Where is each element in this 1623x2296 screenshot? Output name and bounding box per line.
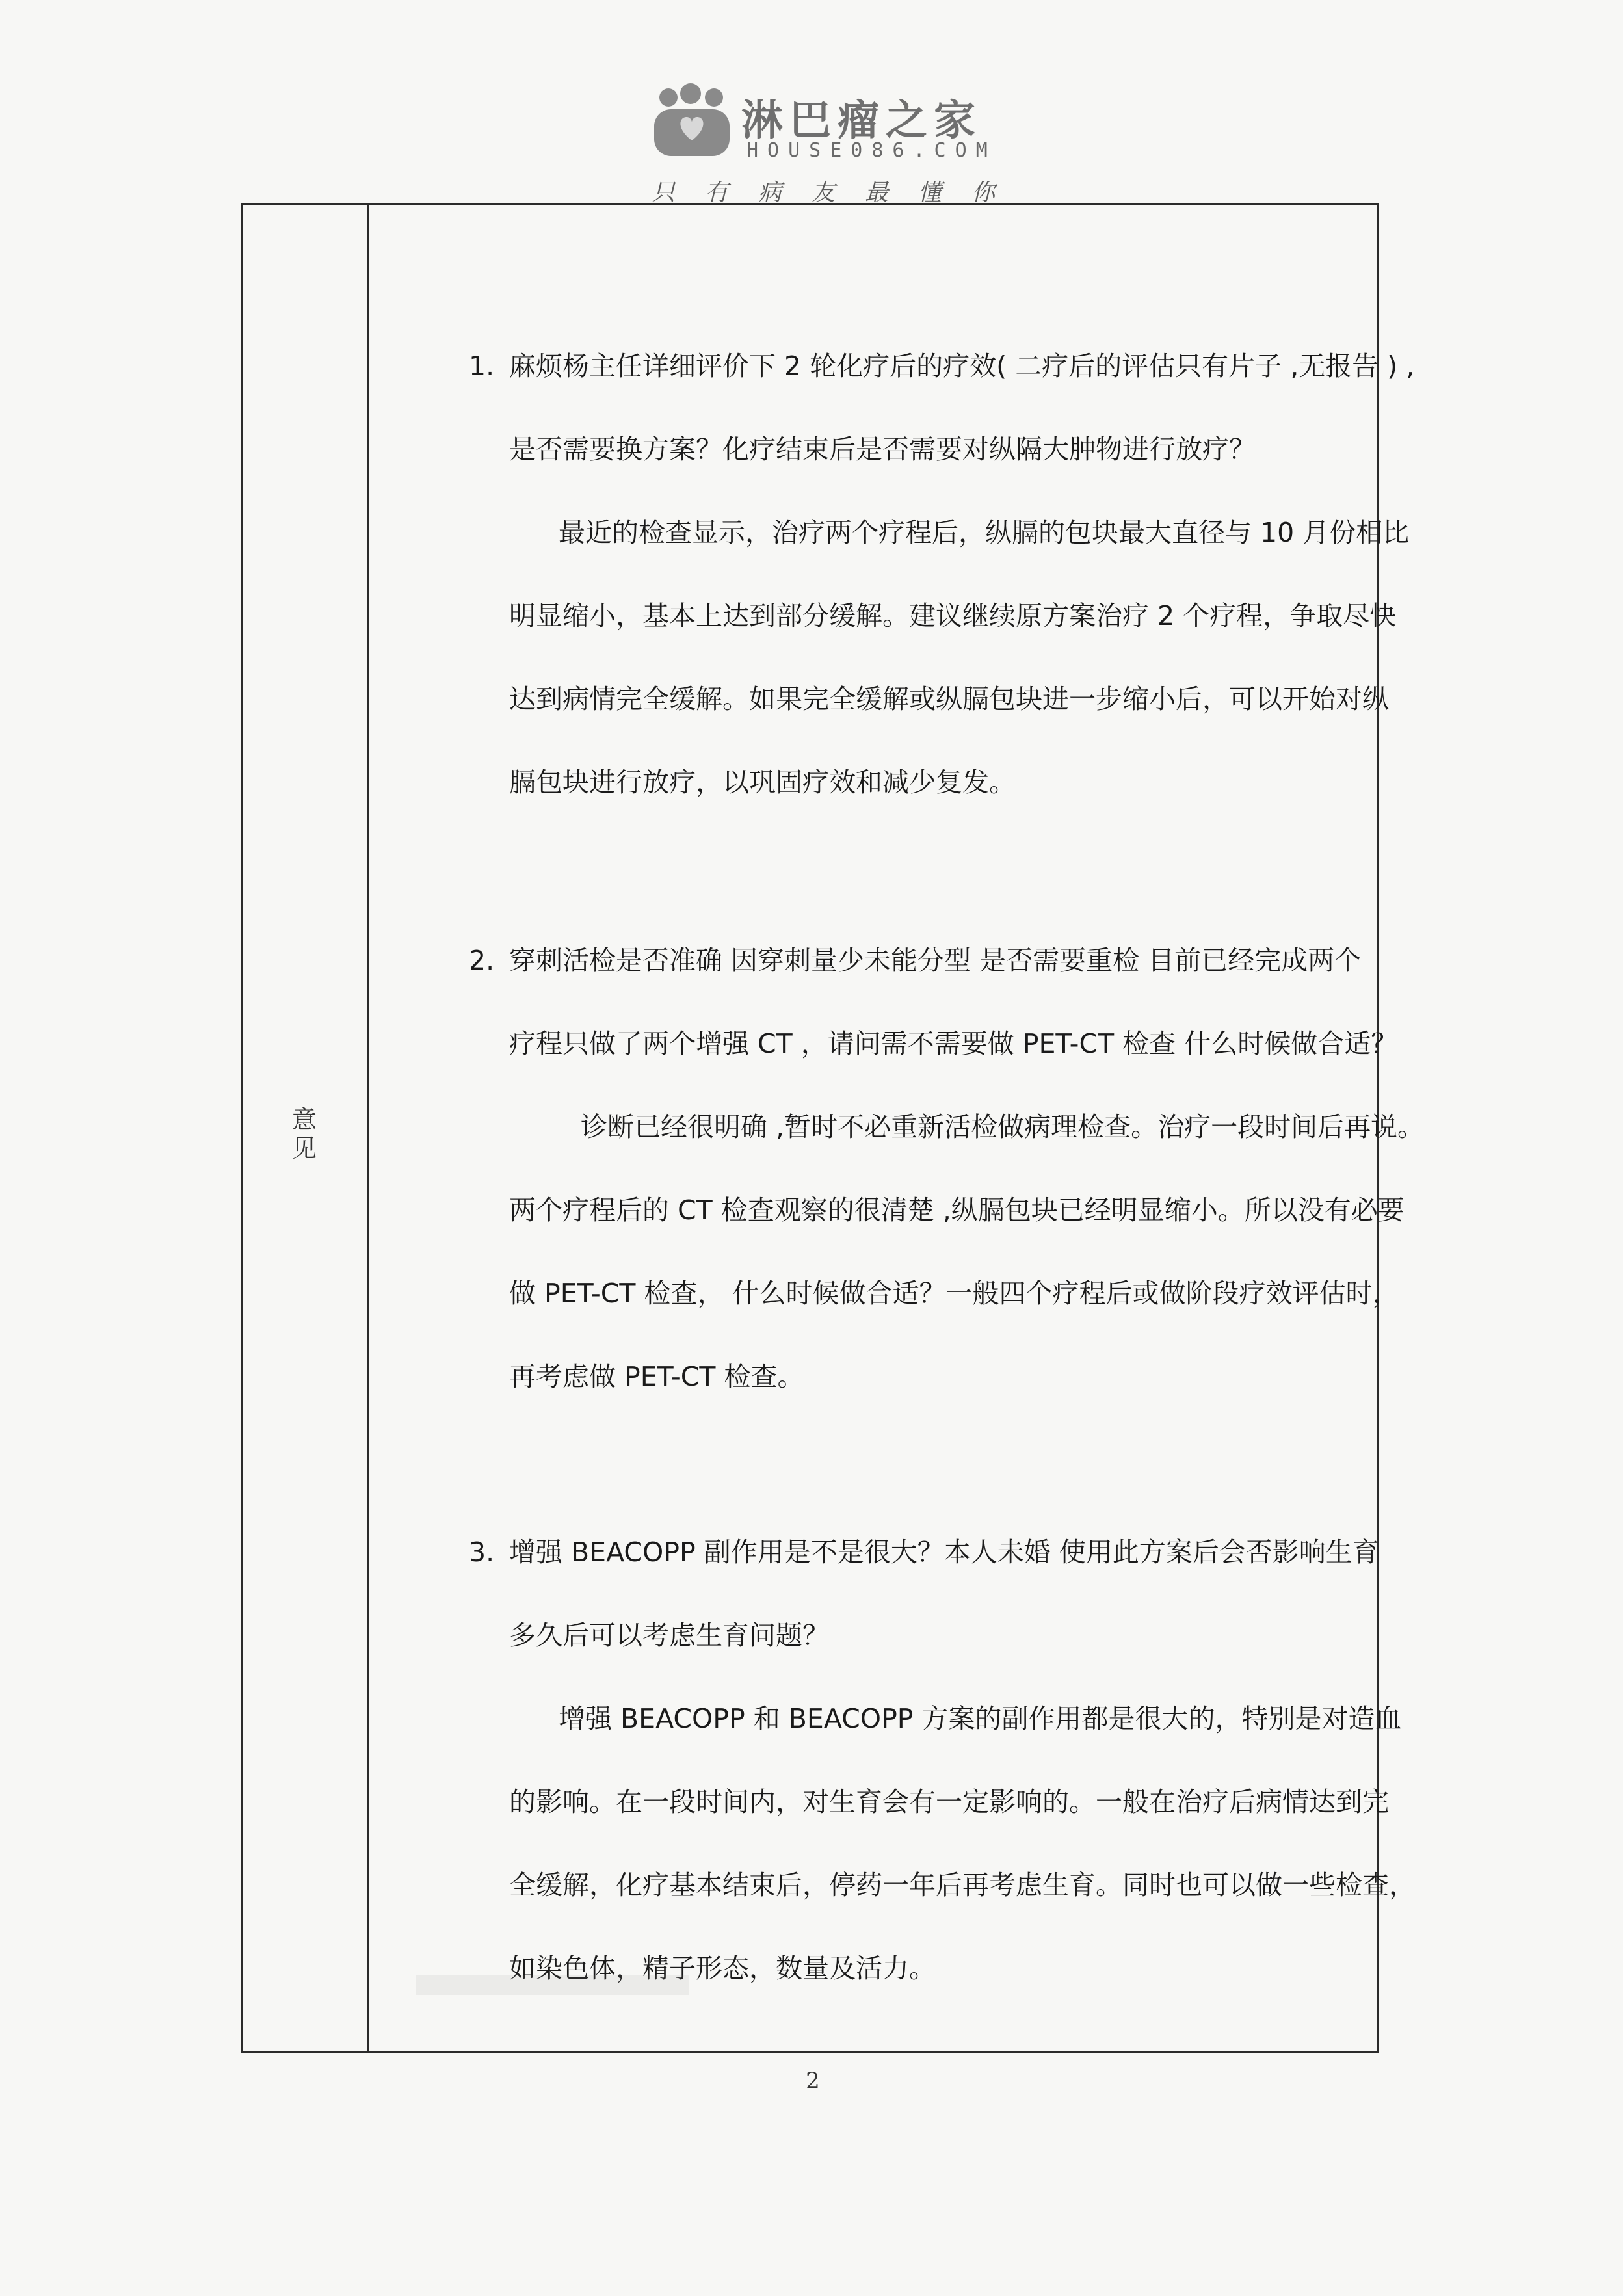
site-logo (650, 83, 1025, 213)
answer-line: 两个疗程后的 CT 检查观察的很清楚 ,纵膈包块已经明显缩小。所以没有必要 (509, 1194, 1405, 1226)
question-line: 增强 BEACOPP 副作用是不是很大？本人未婚 使用此方案后会否影响生育 (509, 1537, 1379, 1568)
answer-line: 的影响。在一段时间内，对生育会有一定影响的。一般在治疗后病情达到完 (509, 1786, 1389, 1817)
question-line: 多久后可以考虑生育问题？ (509, 1620, 829, 1651)
answer-text (509, 1677, 1504, 2010)
answer-line: 如染色体，精子形态，数量及活力。 (509, 1953, 936, 1984)
question-line: 穿刺活检是否准确 因穿刺量少未能分型 是否需要重检 目前已经完成两个 (509, 945, 1362, 976)
answer-line: 全缓解，化疗基本结束后，停药一年后再考虑生育。同时也可以做一些检查， (509, 1869, 1416, 1901)
answer-line: 膈包块进行放疗，以巩固疗效和减少复发。 (509, 767, 1016, 798)
question-line: 是否需要换方案？化疗结束后是否需要对纵隔大肿物进行放疗？ (509, 434, 1256, 465)
answer-text (509, 491, 1504, 824)
question-number: 1. (469, 350, 495, 382)
logo-site-url: HOUSE086.COM (746, 139, 997, 162)
answer-line: 增强 BEACOPP 和 BEACOPP 方案的副作用都是很大的，特别是对造血 (559, 1703, 1402, 1734)
answer-line: 最近的检查显示，治疗两个疗程后，纵膈的包块最大直径与 10 月份相比 (559, 517, 1410, 548)
question-line: 疗程只做了两个增强 CT ，请问需不需要做 PET-CT 检查 什么时候做合适？ (509, 1028, 1398, 1059)
label-column (243, 205, 369, 2051)
answer-line: 明显缩小，基本上达到部分缓解。建议继续原方案治疗 2 个疗程，争取尽快 (509, 600, 1397, 631)
logo-slogan: 只有病友最懂你 (652, 179, 1025, 206)
opinion-table (241, 203, 1425, 2053)
question-number: 2. (469, 945, 495, 976)
question-text (509, 324, 1504, 491)
answer-line: 诊断已经很明确 ,暂时不必重新活检做病理检查。治疗一段时间后再说。 (581, 1111, 1425, 1142)
answer-line: 达到病情完全缓解。如果完全缓解或纵膈包块进一步缩小后，可以开始对纵 (509, 683, 1389, 715)
answer-line: 再考虑做 PET-CT 检查。 (509, 1361, 804, 1392)
answer-line: 做 PET-CT 检查， 什么时候做合适？一般四个疗程后或做阶段疗效评估时， (509, 1278, 1399, 1309)
row-label: 意见 (291, 1105, 317, 1163)
question-text (509, 919, 1504, 1085)
question-number: 3. (469, 1537, 495, 1568)
scan-artifact (416, 1975, 689, 1995)
content-column (367, 205, 1425, 2051)
page-number: 2 (806, 2068, 820, 2094)
answer-text (509, 1085, 1504, 1418)
question-text (509, 1511, 1504, 1677)
question-line: 麻烦杨主任详细评价下 2 轮化疗后的疗效( 二疗后的评估只有片子 ,无报告 ) , (509, 350, 1415, 382)
logo-title: 淋巴瘤之家 (741, 97, 982, 145)
